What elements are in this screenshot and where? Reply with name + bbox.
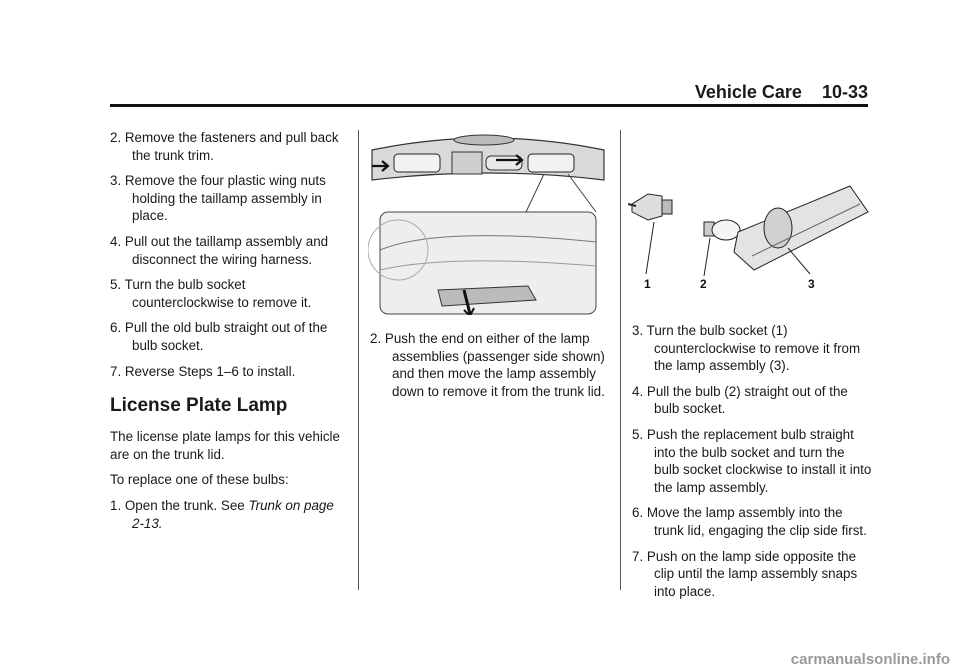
callout-1: 1 (644, 277, 651, 291)
step-item: 7. Push on the lamp side opposite the clip until the lamp assembly snaps into place. (632, 548, 858, 599)
taillamp-steps (110, 129, 348, 380)
step-item: 4. Pull the bulb (2) straight out of the bulb socket. (632, 383, 848, 417)
watermark: carmanualsonline.info (790, 651, 950, 668)
column-divider-2 (620, 130, 621, 590)
step-item: 5. Turn the bulb socket counterclockwise to remove it. (110, 277, 312, 310)
intro-text: The license plate lamps for this vehicle are on the trunk lid. (110, 429, 340, 462)
section-heading: License Plate Lamp (110, 395, 288, 417)
column-1 (110, 129, 348, 532)
step-item: 5. Push the replacement bulb straight into the bulb socket and turn the bulb socket clockwise to install it into the lamp assembly. (632, 426, 872, 495)
callout-2: 2 (700, 277, 707, 291)
step-item: 2. Remove the fasteners and pull back the trunk trim. (110, 130, 339, 163)
trunk-lid-illustration (368, 130, 608, 315)
callout-3: 3 (808, 277, 815, 291)
step-item: 3. Remove the four plastic wing nuts holding the taillamp assembly in place. (110, 173, 326, 224)
step-item: 4. Pull out the taillamp assembly and disconnect the wiring harness. (110, 233, 329, 267)
bulb-steps (632, 322, 872, 600)
step-item: 6. Pull the old bulb straight out of the bulb socket. (110, 320, 328, 353)
trunk-page-link[interactable]: Trunk on page 2-13. (132, 497, 334, 531)
step-item: 6. Move the lamp assembly into the trunk lid, engaging the clip side first. (632, 505, 867, 538)
column-3 (632, 322, 872, 600)
column-2 (370, 330, 610, 400)
step-push-lamp: 2. Push the end on either of the lamp assemblies (passenger side shown) and then move the lamp assembly down to remove it from the trunk lid. (370, 331, 605, 399)
bulb-assembly-illustration (628, 182, 872, 292)
page-header (110, 82, 868, 107)
step-item: 7. Reverse Steps 1–6 to install. (110, 363, 296, 379)
replace-text: To replace one of these bulbs: (110, 472, 289, 488)
column-divider-1 (358, 130, 359, 590)
step-item: 3. Turn the bulb socket (1) counterclockwise to remove it from the lamp assembly (3). (632, 323, 861, 374)
step-open-trunk: 1. Open the trunk. See Trunk on page 2-13. (110, 497, 334, 531)
page-header-title: Vehicle Care 10-33 (694, 82, 868, 102)
